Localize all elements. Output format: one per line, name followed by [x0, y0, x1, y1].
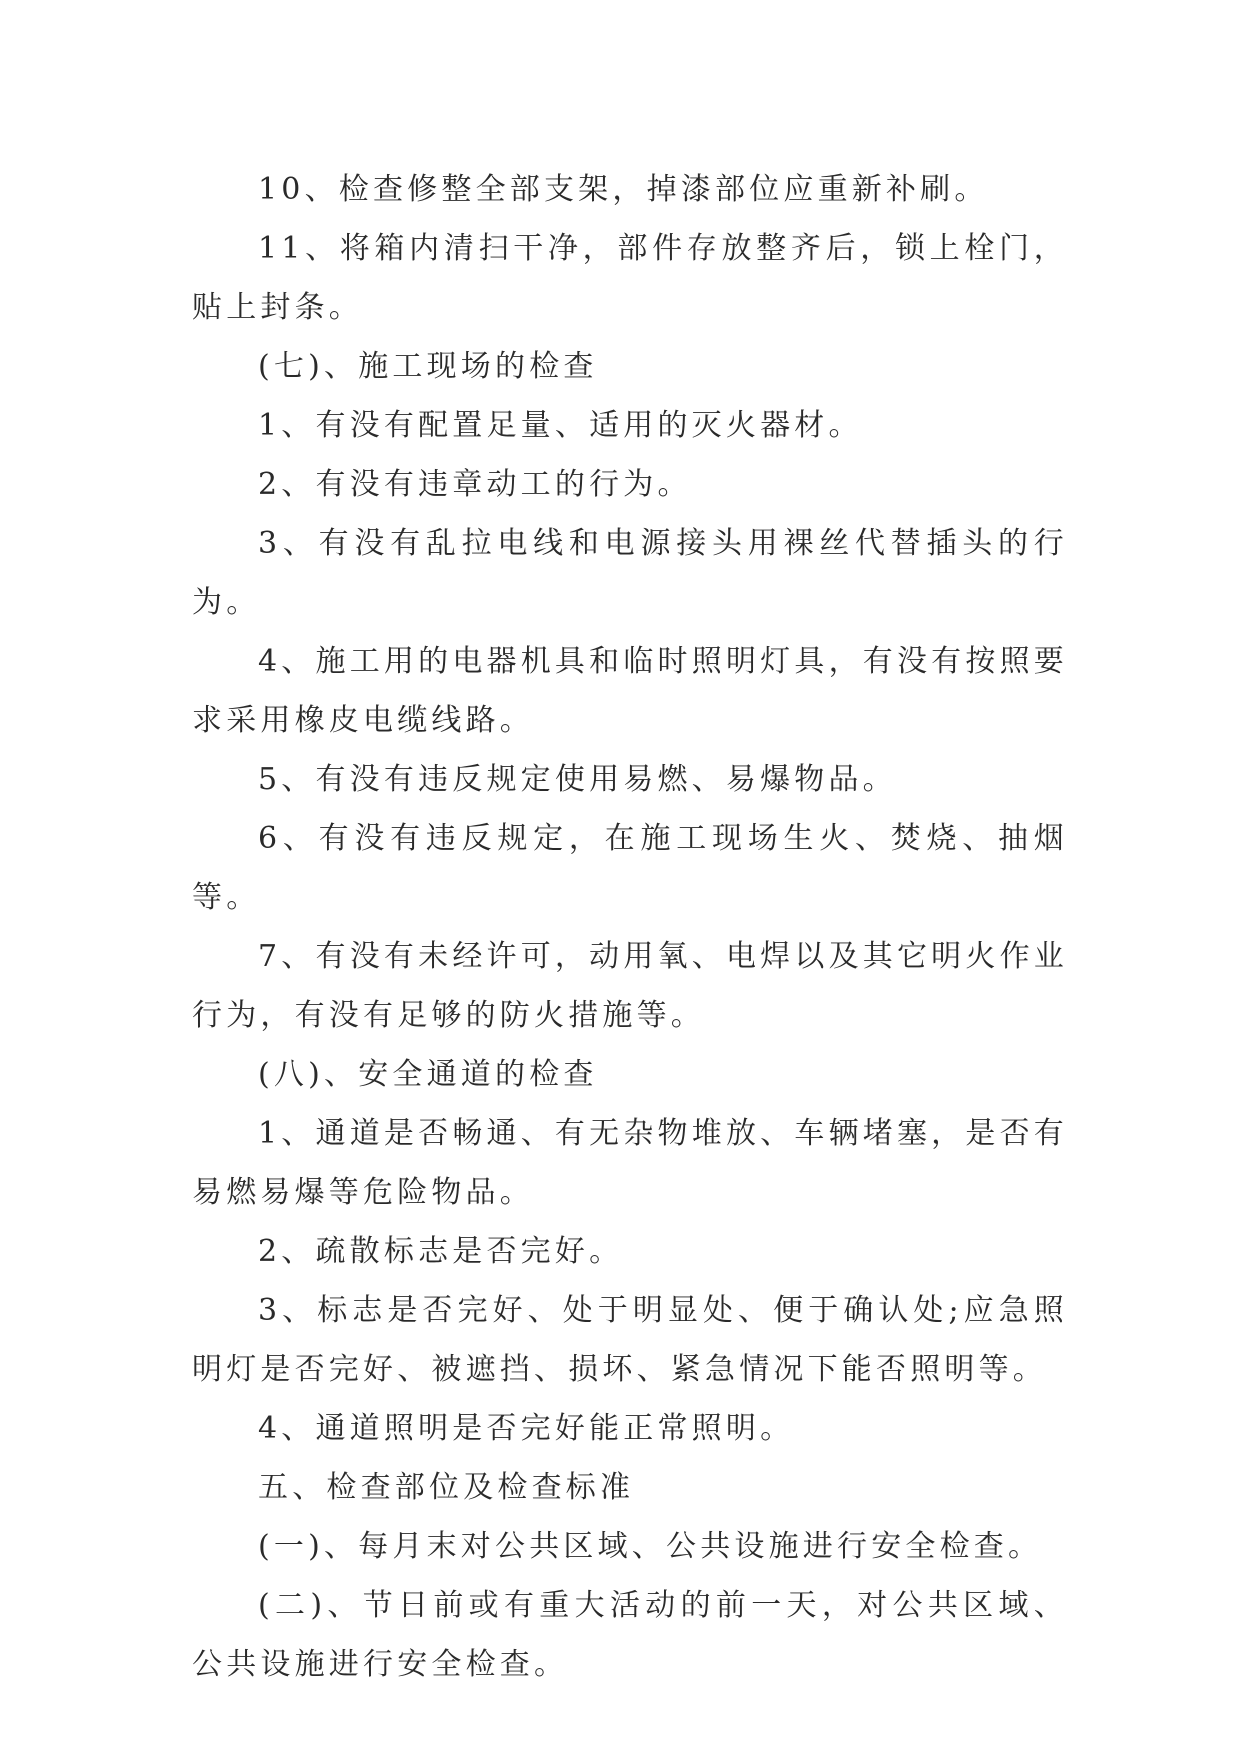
paragraph-passage-3: 3、标志是否完好、处于明显处、便于确认处;应急照明灯是否完好、被遮挡、损坏、紧急情况下能否照明等。: [192, 1293, 1068, 1387]
paragraph-passage-4: 4、通道照明是否完好能正常照明。: [258, 1411, 795, 1446]
section-heading-safety-passage: (八)、安全通道的检查: [258, 1057, 598, 1092]
paragraph-item-5: 5、有没有违反规定使用易燃、易爆物品。: [258, 762, 897, 797]
paragraph-passage-1: 1、通道是否畅通、有无杂物堆放、车辆堵塞，是否有易燃易爆等危险物品。: [192, 1116, 1068, 1210]
section-heading-construction-site: (七)、施工现场的检查: [258, 349, 598, 384]
paragraph-item-7: 7、有没有未经许可，动用氧、电焊以及其它明火作业行为，有没有足够的防火措施等。: [192, 939, 1068, 1033]
section-heading-inspection-standards: 五、检查部位及检查标准: [258, 1470, 635, 1505]
paragraph-item-1: 1、有没有配置足量、适用的灭火器材。: [258, 408, 863, 443]
paragraph-item-11: 11、将箱内清扫干净，部件存放整齐后，锁上栓门，贴上封条。: [192, 231, 1068, 325]
paragraph-item-3: 3、有没有乱拉电线和电源接头用裸丝代替插头的行为。: [192, 526, 1068, 620]
paragraph-passage-2: 2、疏散标志是否完好。: [258, 1234, 624, 1269]
paragraph-item-10: 10、检查修整全部支架，掉漆部位应重新补刷。: [258, 172, 989, 207]
paragraph-item-6: 6、有没有违反规定，在施工现场生火、焚烧、抽烟等。: [192, 821, 1068, 915]
paragraph-item-4: 4、施工用的电器机具和临时照明灯具，有没有按照要求采用橡皮电缆线路。: [192, 644, 1068, 738]
paragraph-standard-1: (一)、每月末对公共区域、公共设施进行安全检查。: [258, 1529, 1043, 1564]
paragraph-standard-2: (二)、节日前或有重大活动的前一天，对公共区域、公共设施进行安全检查。: [192, 1588, 1068, 1682]
paragraph-item-2: 2、有没有违章动工的行为。: [258, 467, 692, 502]
document-body: [192, 160, 1068, 1694]
